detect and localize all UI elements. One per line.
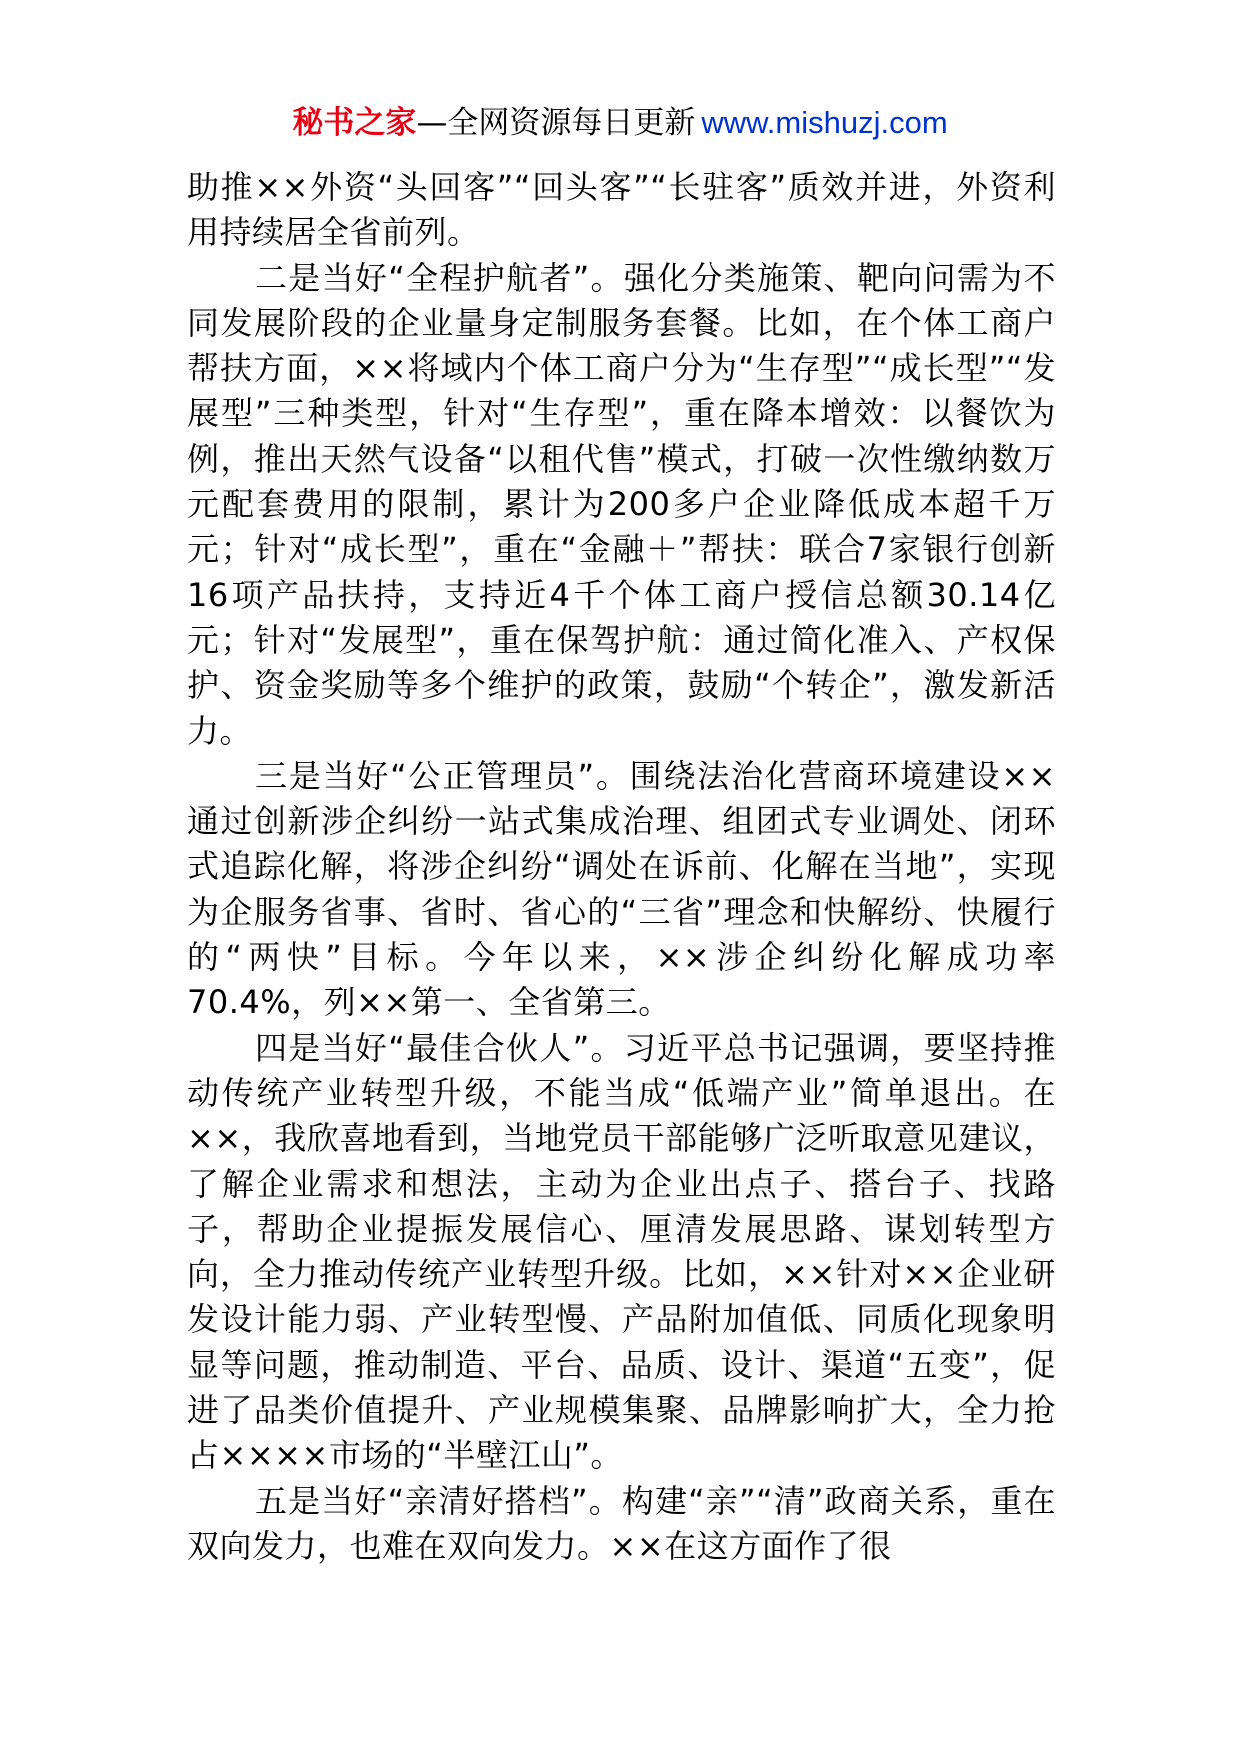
paragraph-continuation: 助推××外资“头回客”“回头客”“长驻客”质效并进，外资利用持续居全省前列。 bbox=[187, 168, 1056, 252]
page-header bbox=[0, 100, 1240, 146]
paragraph-4: 四是当好“最佳合伙人”。习近平总书记强调，要坚持推动传统产业转型升级，不能当成“低端产业”简单退出。在××，我欣喜地看到，当地党员干部能够广泛听取意见建议，了解企业需求和想法，主动为企业出点子、搭台子、找路子，帮助企业提振发展信心、厘清发展思路、谋划转型方向，全力推动传统产业转型升级。比如，××针对××企业研发设计能力弱、产业转型慢、产品附加值低、同质化现象明显等问题，推动制造、平台、品质、设计、渠道“五变”，促进了品类价值提升、产业规模集聚、品牌影响扩大，全力抢占××××市场的“半壁江山”。 bbox=[187, 1028, 1056, 1475]
paragraph-2: 二是当好“全程护航者”。强化分类施策、靶向问需为不同发展阶段的企业量身定制服务套餐。比如，在个体工商户帮扶方面，××将域内个体工商户分为“生存型”“成长型”“发展型”三种类型，针对“生存型”，重在降本增效：以餐饮为例，推出天然气设备“以租代售”模式，打破一次性缴纳数万元配套费用的限制，累计为200多户企业降低成本超千万元；针对“成长型”，重在“金融＋”帮扶：联合7家银行创新16项产品扶持，支持近4千个体工商户授信总额30.14亿元；针对“发展型”，重在保驾护航：通过简化准入、产权保护、资金奖励等多个维护的政策，鼓励“个转企”，激发新活力。 bbox=[187, 258, 1056, 750]
document-body bbox=[187, 165, 1056, 1569]
brand-name: 秘书之家 bbox=[292, 105, 417, 141]
header-tagline: —全网资源每日更新 bbox=[416, 105, 696, 141]
paragraph-5: 五是当好“亲清好搭档”。构建“亲”“清”政商关系，重在双向发力，也难在双向发力。××在这方面作了很 bbox=[187, 1481, 1056, 1565]
paragraph-3: 三是当好“公正管理员”。围绕法治化营商环境建设××通过创新涉企纠纷一站式集成治理、组团式专业调处、闭环式追踪化解，将涉企纠纷“调处在诉前、化解在当地”，实现为企服务省事、省时、省心的“三省”理念和快解纷、快履行的“两快”目标。今年以来，××涉企纠纷化解成功率70.4%，列××第一、全省第三。 bbox=[187, 756, 1056, 1022]
site-url-link[interactable]: www.mishuzj.com bbox=[701, 105, 948, 140]
